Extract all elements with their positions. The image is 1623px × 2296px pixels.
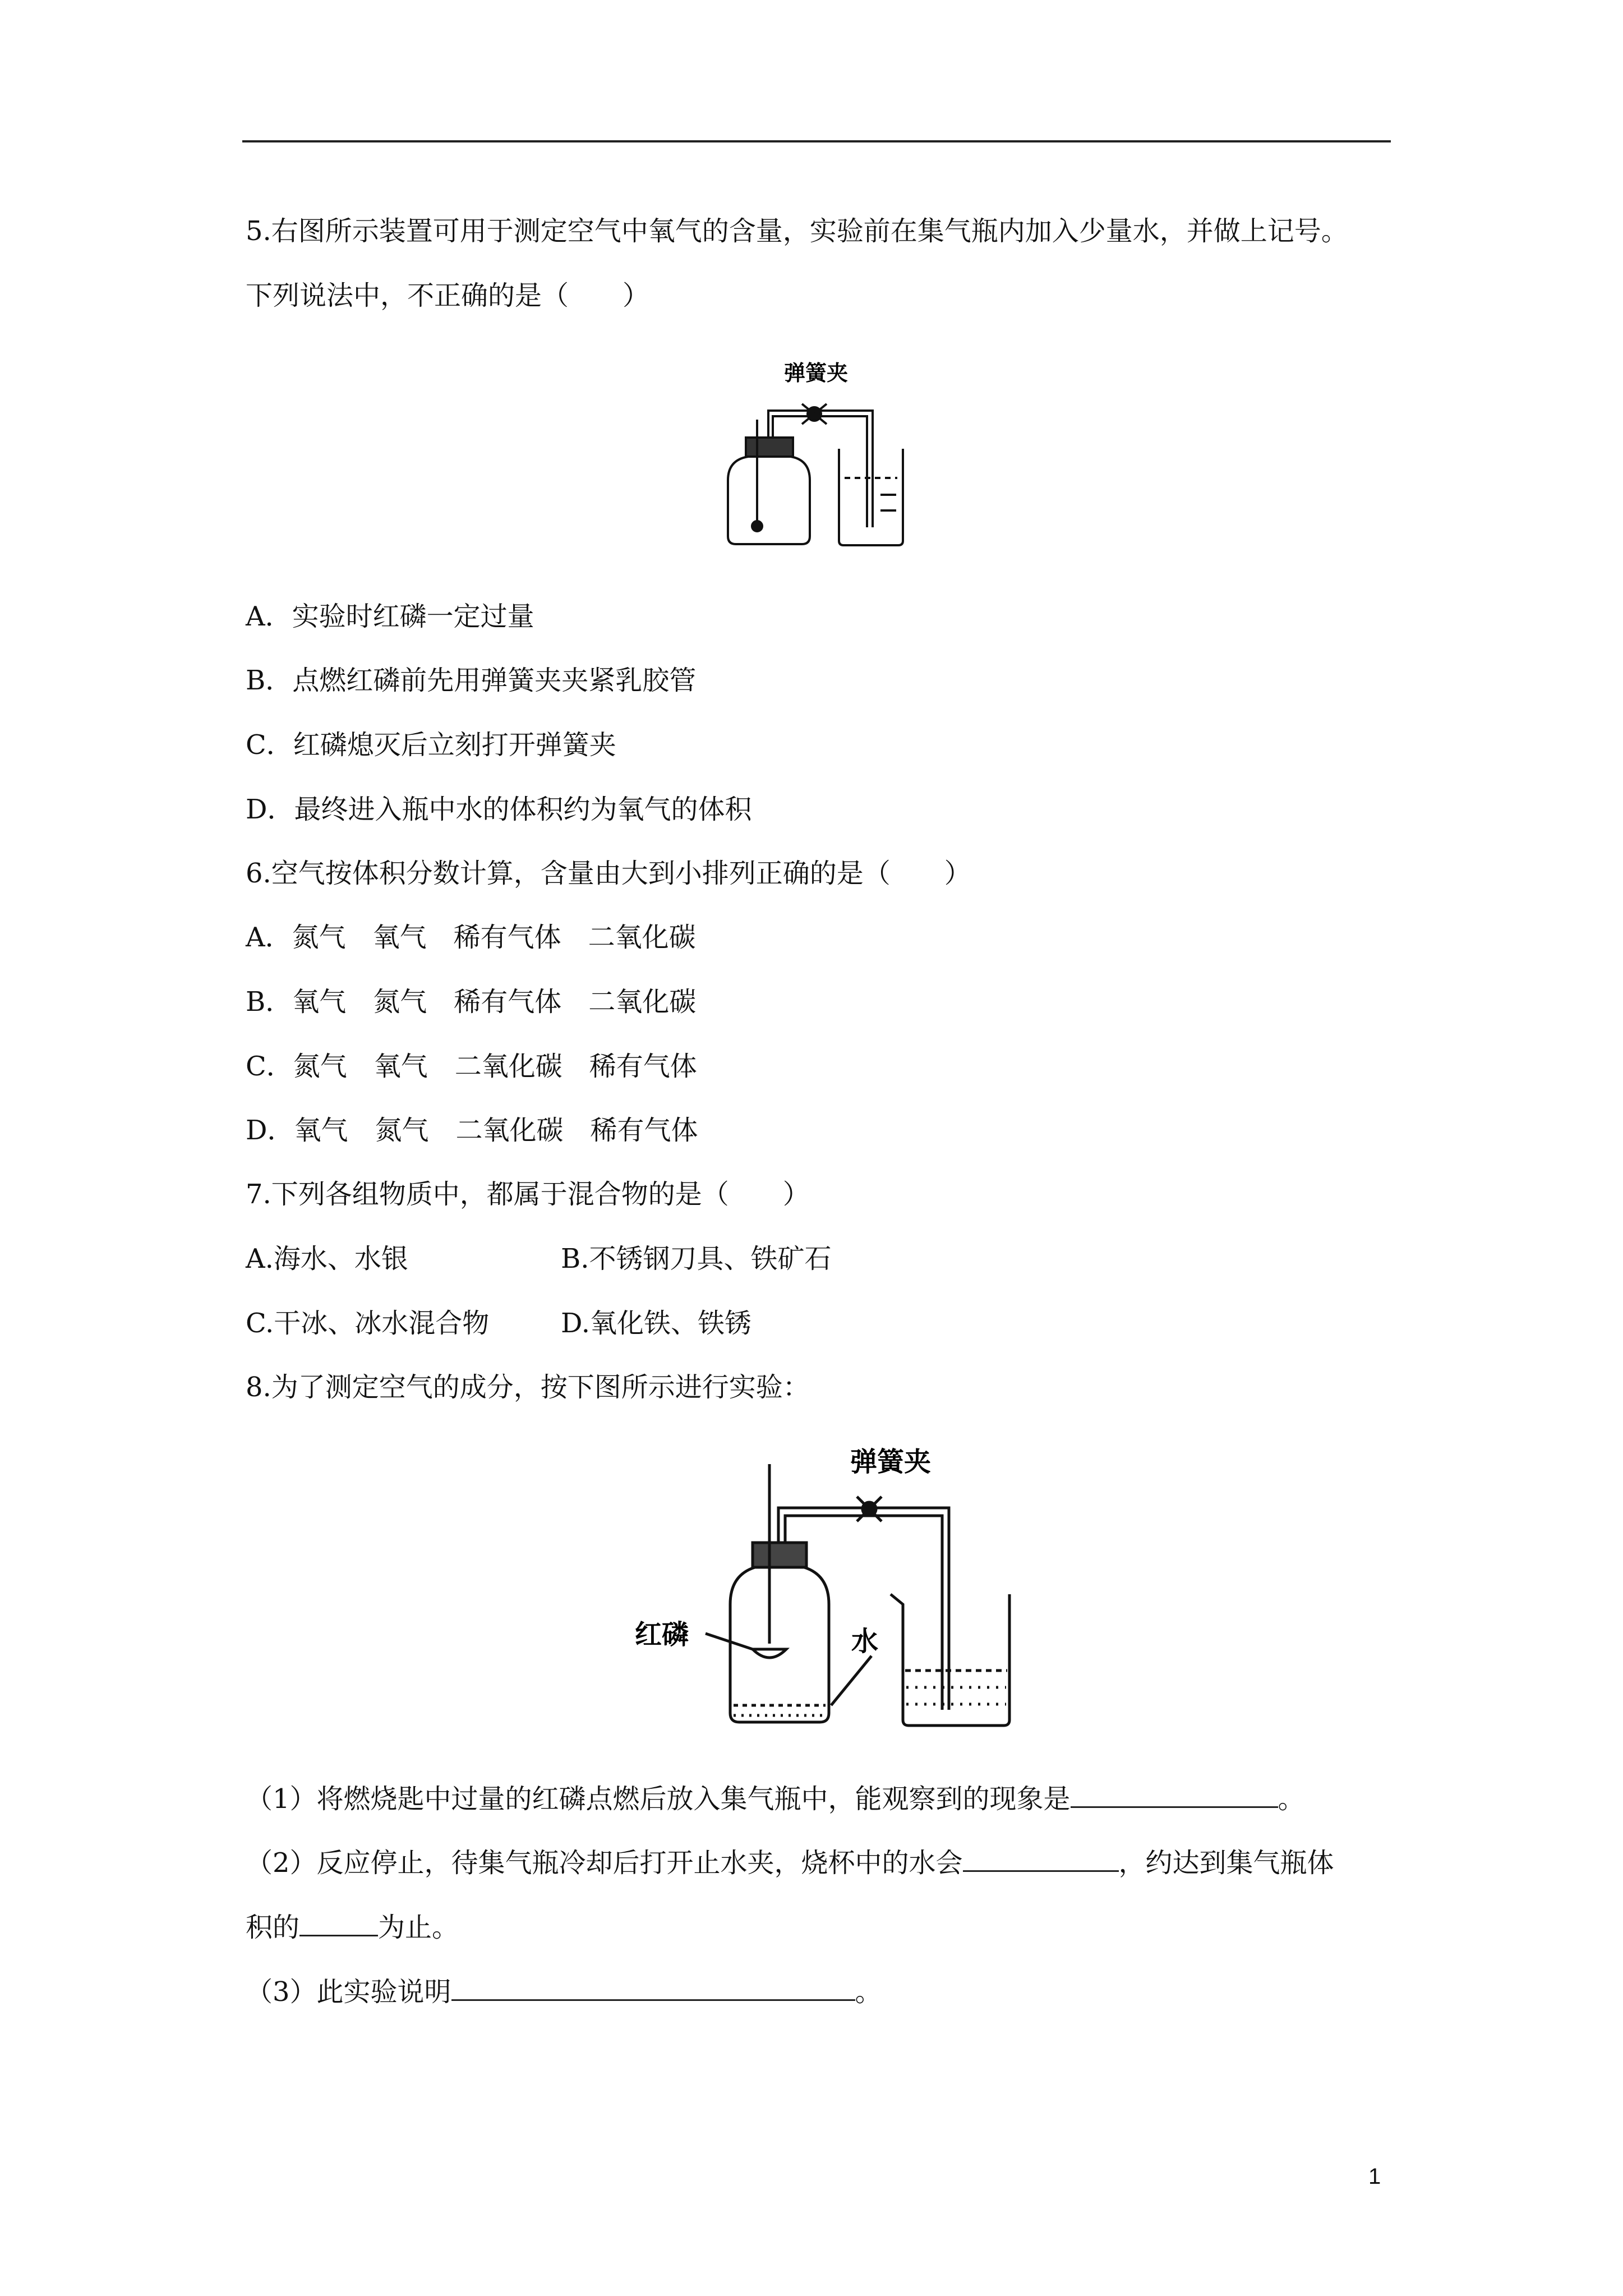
q5-stem-line2: 下列说法中，不正确的是（ ） [246, 280, 650, 311]
q8-sub1: （1）将燃烧匙中过量的红磷点燃后放入集气瓶中，能观察到的现象是 。 [246, 1782, 1305, 1816]
q7-option-d: D.氧化铁、铁锈 [561, 1308, 752, 1339]
q5-option-a: A．实验时红磷一定过量 [246, 601, 534, 632]
q5-beaker [839, 449, 903, 545]
q7-option-a: A.海水、水银 [246, 1243, 408, 1274]
q8-stem: 8.为了测定空气的成分，按下图所示进行实验： [246, 1372, 810, 1403]
q8-sub1-answer-blank[interactable] [1071, 1782, 1278, 1808]
q6-option-c: C．氮气 氧气 二氧化碳 稀有气体 [246, 1051, 697, 1082]
q8-sub3-answer-blank[interactable] [451, 1975, 855, 2001]
q5-apparatus-figure [718, 348, 909, 552]
page-number: 1 [1368, 2164, 1381, 2189]
q5-option-b: B．点燃红磷前先用弹簧夹夹紧乳胶管 [246, 665, 697, 696]
q5-stem-line1: 5.右图所示装置可用于测定空气中氧气的含量，实验前在集气瓶内加入少量水，并做上记号。 [246, 215, 1348, 247]
header-rule [242, 140, 1391, 142]
q8-sub2-line2: 积的 为止。 [246, 1910, 459, 1944]
q8-water-label: 水 [851, 1626, 879, 1657]
q5-spring-clip-icon [802, 404, 827, 424]
q8-sub2-answer-blank-2[interactable] [299, 1910, 378, 1936]
q6-stem: 6.空气按体积分数计算，含量由大到小排列正确的是（ ） [246, 858, 971, 889]
q8-apparatus-figure [623, 1442, 1015, 1736]
q7-option-b: B.不锈钢刀具、铁矿石 [561, 1243, 832, 1274]
q8-phosphorus-label: 红磷 [635, 1619, 689, 1650]
q8-connecting-tube [778, 1508, 949, 1710]
q5-option-c: C．红磷熄灭后立刻打开弹簧夹 [246, 729, 616, 761]
q8-gas-bottle [706, 1464, 872, 1722]
q8-sub3: （3）此实验说明 。 [246, 1975, 882, 2009]
q8-sub2-answer-blank-1[interactable] [963, 1846, 1119, 1872]
q5-option-d: D．最终进入瓶中水的体积约为氧气的体积 [246, 794, 752, 825]
q7-option-c: C.干冰、冰水混合物 [246, 1308, 490, 1339]
q6-option-b: B．氧气 氮气 稀有气体 二氧化碳 [246, 986, 697, 1018]
q8-spring-clip-label: 弹簧夹 [850, 1446, 932, 1478]
q5-spring-clip-label: 弹簧夹 [784, 361, 849, 385]
q8-sub2: （2）反应停止，待集气瓶冷却后打开止水夹，烧杯中的水会 ，约达到集气瓶体 [246, 1846, 1334, 1880]
q6-option-d: D．氧气 氮气 二氧化碳 稀有气体 [246, 1115, 698, 1146]
q7-stem: 7.下列各组物质中，都属于混合物的是（ ） [246, 1179, 810, 1210]
q5-gas-bottle [728, 420, 810, 544]
q6-option-a: A．氮气 氧气 稀有气体 二氧化碳 [246, 922, 696, 953]
q5-connecting-tube [768, 411, 873, 527]
